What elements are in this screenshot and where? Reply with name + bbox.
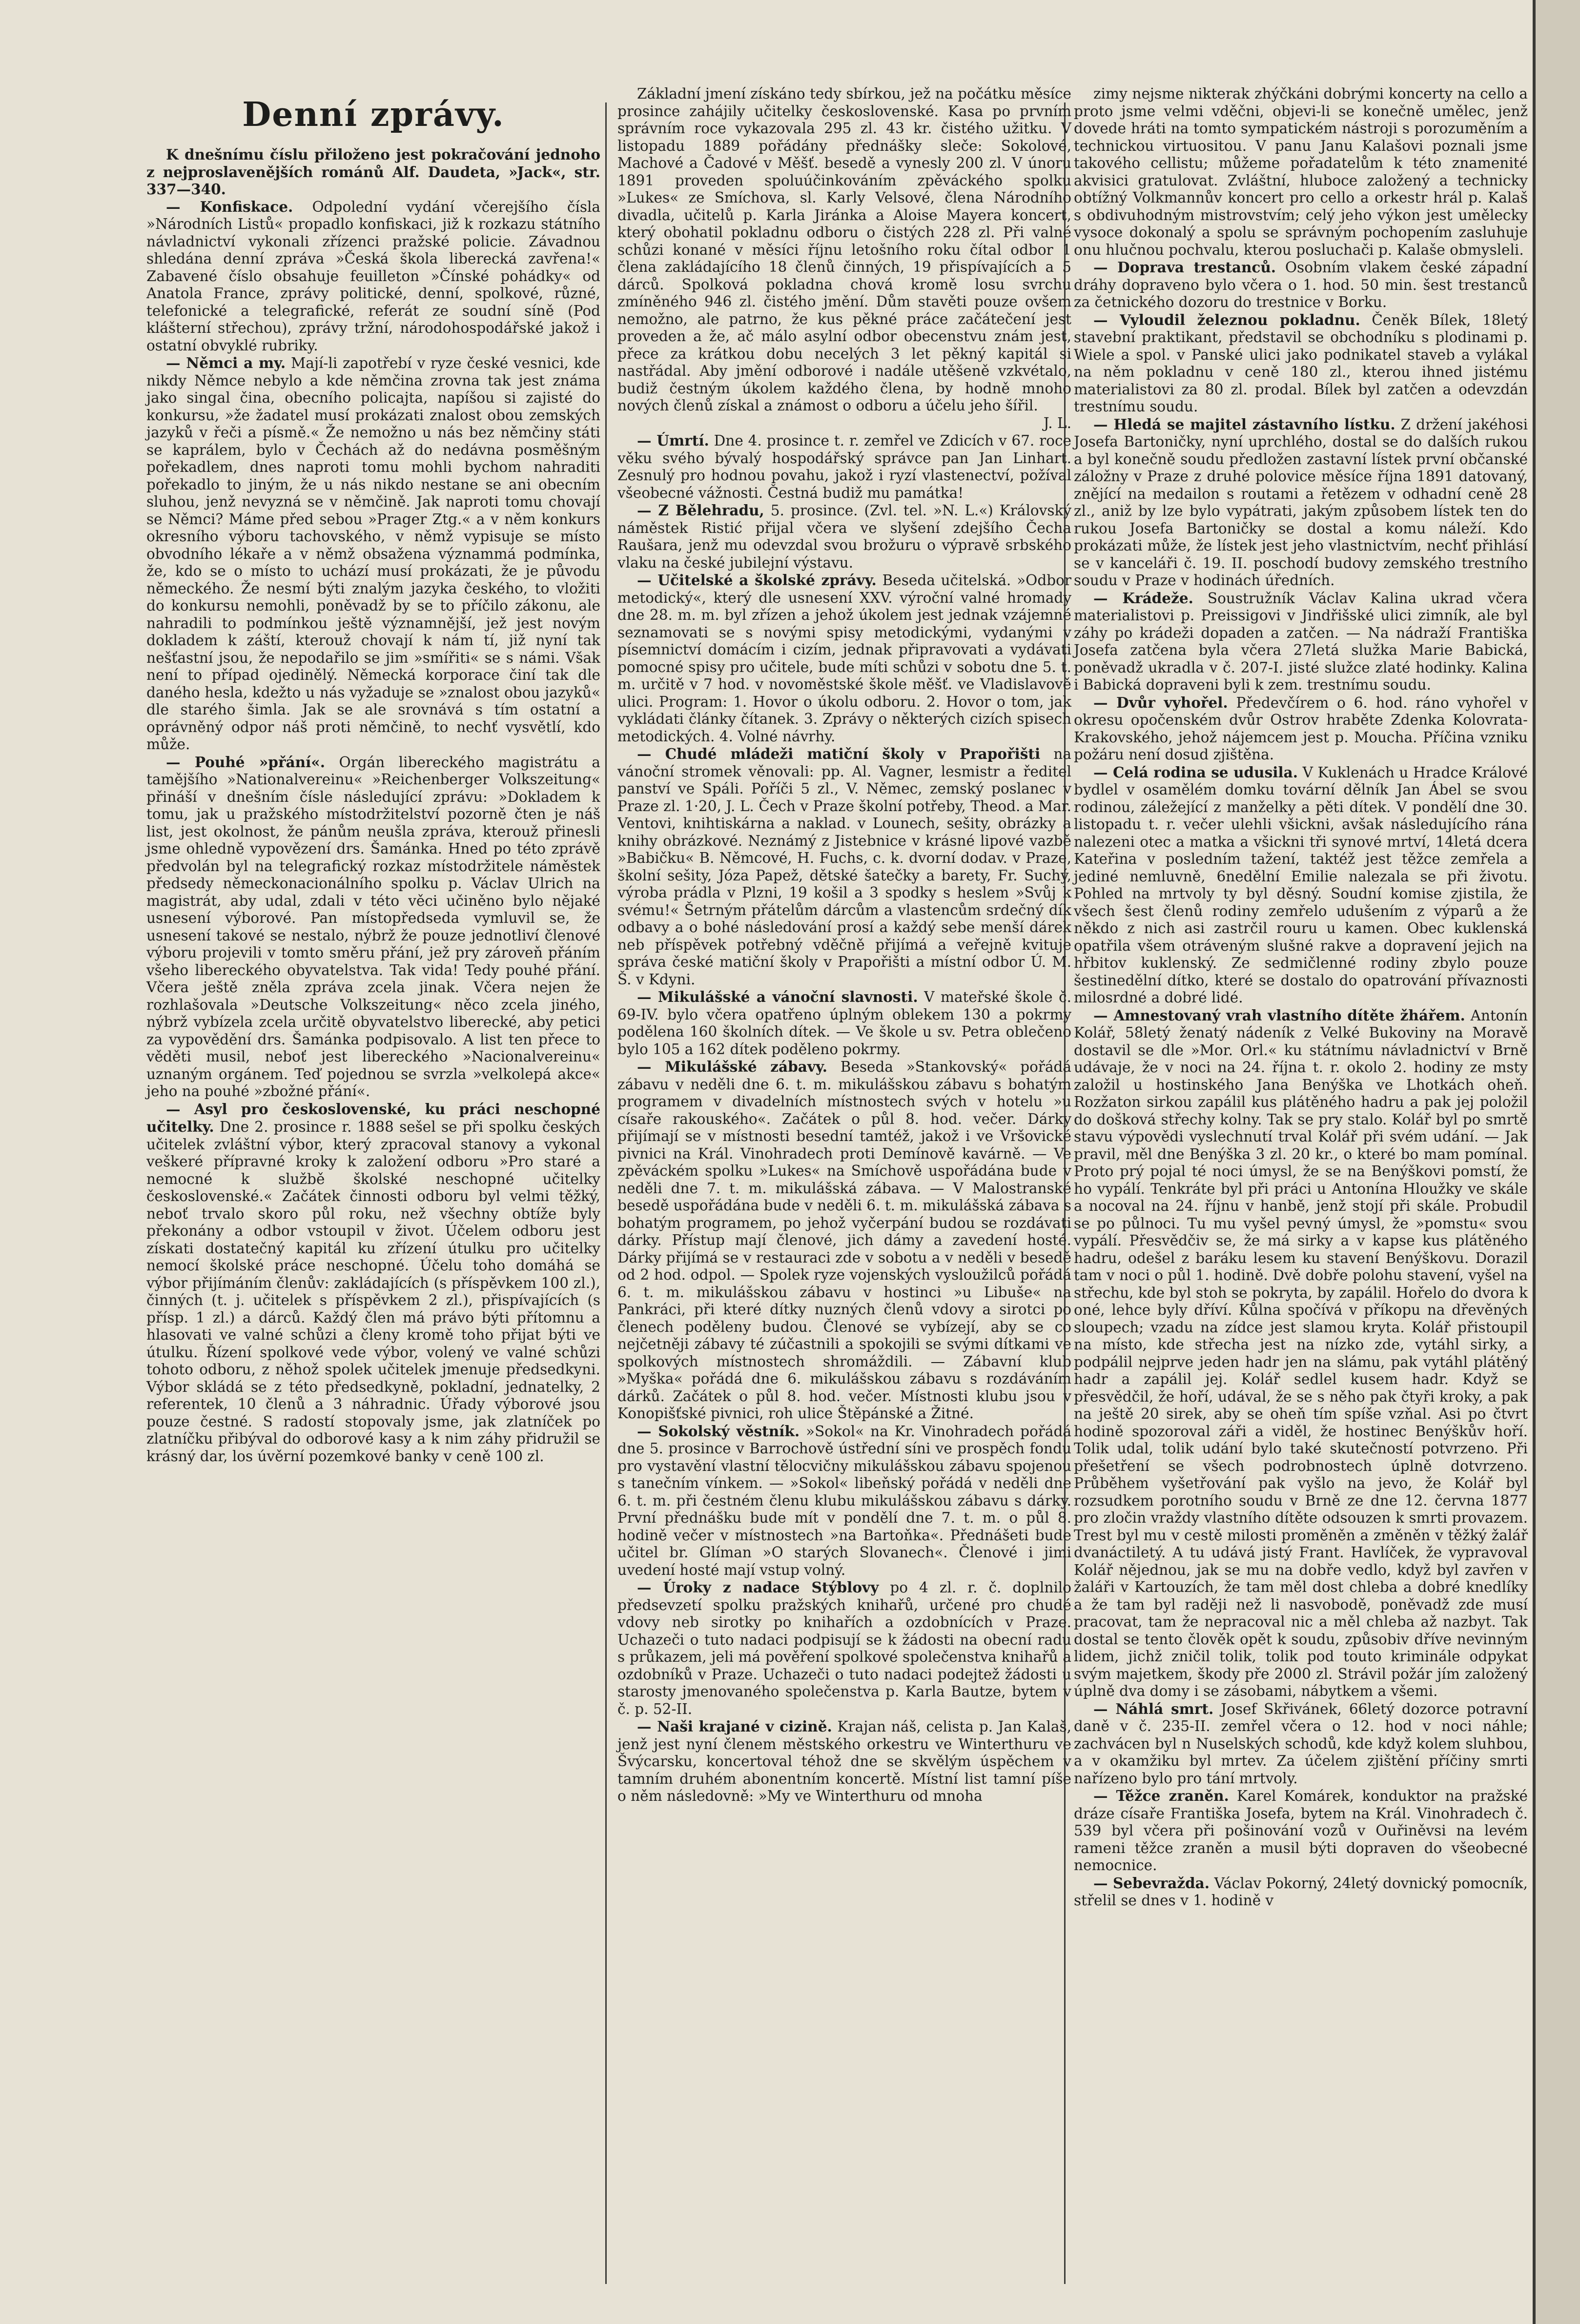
page-margin bbox=[1536, 0, 1580, 2324]
article-text: »Sokol« na Kr. Vinohradech pořádá dne 5. prosince v Barrochově ústřední síni ve prospěch fondu pro vystavění vlastní tělocvičny mikulášskou zábavu spojenou s tanečním vínkem. — »Sokol« libeňský pořádá v neděli dne 6. t. m. při čestném členu klubu mikulášskou zábavu s dárky. První přednášku bude mít v pondělí dne 7. t. m. o půl 8. hodině večer v místnostech »na Bartoňka«. Přednášeti bude učitel br. Glíman »O starých Slovanech«. Členové i jimi uvedení hosté mají vstup volný. bbox=[617, 1423, 1071, 1578]
article-text: V Kuklenách u Hradce Králové bydlel v osamělém domku tovární dělník Jan Ábel se svou rodinou, záležející z manželky a pěti dítek. V pondělí dne 30. listopadu t. r. večer ulehli všickni, avšak následujícího rána nalezeni otec a matka a všickni tři synové mrtví, 14letá dcera Kateřina v posledním tažení, taktéž jest těžce zemřela a jediné nemluvně, 6nedělní Emilie nalezala se při životu. Pohled na mrtvoly ty byl děsný. Soudní komise zjistila, že všech šest členů rodiny zemřelo udušením z výparů a že někdo z nich asi zastrčil rouru u kamen. Obec kuklenská opatřila všem otráveným slušné rakve a dopravení jejich na hřbitov kuklenský. Ze sedmičlenné rodiny zbylo pouze šestinedělní dítko, které se dostalo do opatrování přívaznosti milosrdné a dobré lidé. bbox=[1074, 764, 1528, 1006]
article-text: Čeněk Bílek, 18letý stavební praktikant, představil se obchodníku s plodinami p. Wiele a spol. v Panské ulici jako podnikatel staveb a vylákal na něm pokladnu v ceně 180 zl., kterou ihned jistému materialistovi za 80 zl. prodal. Bílek byl zatčen a odevzdán trestnímu soudu. bbox=[1074, 311, 1528, 415]
article-paragraph bbox=[617, 1058, 1071, 1423]
article-heading: — Naši krajané v cizině. bbox=[637, 1718, 832, 1735]
article-paragraph bbox=[1074, 259, 1528, 311]
article-text: zimy nejsme nikterak zhýčkáni dobrými koncerty na cello a proto jsme velmi vděčni, objevi-li se konečně umělec, jenž dovede hráti na tomto sympatickém nástroji s porozuměním a technickou virtuositou. V panu Janu Kalašovi poznali jsme takového cellistu; můžeme pořadatelům k této znamenité akvisici gratulovat. Zvláštní, hluboce založený a technicky obtížný Volkmannův koncert pro cello a orkestr hrál p. Kalaš s obdivuhodným mistrovstvím; celý jeho výkon jest umělecky vysoce dokonalý a spolu se správným pochopením zasluhuje onu hlučnou pochvalu, kterou posluchači p. Kalaše obmysleli. bbox=[1074, 85, 1528, 258]
article-text: Beseda »Stankovský« pořádá zábavu v neděli dne 6. t. m. mikulášskou zábavu s bohatým programem v divadelních místnostech svých v hotelu »u císaře rakouského«. Začátek o půl 8. hod. večer. Dárky přijímají se v místnosti besední tamtéž, jakož i ve Vršovické pivnici na Král. Vinohradech proti Demínově kavárně. — Ve zpěváckém spolku »Lukes« na Smíchově uspořádána bude v neděli dne 7. t. m. mikulášská zábava. — V Malostranské besedě uspořádána bude v neděli 6. t. m. mikulášská zábava s bohatým programem, po jehož vyčerpání budou se rozdávati dárky. Přístup mají členové, jich dámy a zavedení hosté. Dárky přijímá se v restauraci zde v sobotu a v neděli v besedě od 2 hod. odpol. — Spolek ryze vojenských vysloužilců pořádá 6. t. m. mikulášskou zábavu v hostinci »u Libuše« na Pankráci, při které dítky nuzných členů vdovy a sirotci po členech poděleny budou. Členové se vybízejí, aby se co nejčetněji zábavy té zúčastnili a spokojili se svými dítkami ve spolkových místnostech shromáždili. — Zábavní klub »Myška« pořádá dne 6. mikulášskou zábavu s rozdáváním dárků. Začátek o půl 8. hod. večer. Místnosti klubu jsou v Konopišťské pivnici, roh ulice Štěpánské a Žitné. bbox=[617, 1059, 1072, 1422]
article-heading: — Mikulášské zábavy. bbox=[637, 1058, 828, 1075]
article-text: Orgán libereckého magistrátu a tamějšího »Nationalvereinu« »Reichenberger Volkszeitung« přináší v dnešním čísle následující zprávu: »Dokladem k tomu, jak u pražského místodržitelství pozorně čten je náš list, jest okolnost, že pánům neušla zpráva, kterouž přinesli jsme ohledně vypovězení drs. Šamánka. Hned po této zprávě předvolán byl na telegrafický rozkaz místodržitele náměstek předsedy německonacionálního spolku p. Václav Ulrich na magistrát, aby udal, zdali v této věci učiněno bylo nějaké usnesení výborové. Pan místopředseda vymluvil se, že usnesení takové se nestalo, nýbrž že pouze jednotliví členové výboru projevili v tomto směru přání, jež pry zároveň přáním všeho libereckého obyvatelstva. Tak vida! Tedy pouhé přání. Včera ještě zněla zpráva zcela jinak. Včera nejen že rozhlašovala »Deutsche Volkszeitung« něco zcela jiného, nýbrž vybízela zcela určitě obyvatelstvo liberecké, aby petici za vypovědění drs. Šamánka podpisovalo. A list ten přece to věděti musil, neboť jest libereckého »Nacionalvereinu« uznaným orgánem. Teď pojednou se svrzla »velkolepá akce« jeho na pouhé »zbožné přání«. bbox=[146, 754, 600, 1100]
article-paragraph bbox=[1074, 1007, 1528, 1700]
article-text: Václav Pokorný, 24letý dovnický pomocník, střelil se dnes v 1. hodině v bbox=[1074, 1875, 1528, 1909]
article-heading: — Úmrtí. bbox=[637, 432, 709, 449]
article-text: Základní jmení získáno tedy sbírkou, jež na počátku měsíce prosince zahájily učitelky československé. Kasa po prvním správním roce vykazovala 295 zl. 43 kr. čistého užitku. V listopadu 1889 pořádány přednášky sleče: Sokolové, Machové a Čadové v Měšť. besedě a vynesly 200 zl. V únoru 1891 proveden spoluúčinkováním zpěváckého spolku »Lukes« ze Smíchova, sl. Karly Velsové, člena Národního divadla, učitelů p. Karla Jiránka a Aloise Mayera koncert, který obohatil pokladnu odboru o čistých 228 zl. Při valné schůzi konané v měsíci říjnu letošního roku čítal odbor 1 člena zakládajícího 18 členů činných, 19 přispívajících a 5 dárců. Spolková pokladna chová kromě losu svrchu zmíněného 946 zl. čistého jmění. Dům stavěti pouze ovšem nemožno, ale patrno, že kus pěkné práce začátečení jest proveden a že, ač málo asylní odbor obecenstvu znám jest, přece za krátkou dobu necelých 3 let pěkný kapitál si nastřádal. Aby jmění odborové i nadále utěšeně vzkvétalo, budiž čestným úkolem každého člena, by hodně mnoho nových členů získal a známost o odboru a účelu jeho šířil. bbox=[617, 85, 1071, 414]
article-heading: — Hledá se majitel zástavního lístku. bbox=[1093, 415, 1395, 433]
column-2 bbox=[617, 85, 1071, 1805]
article-heading: — Pouhé »přání«. bbox=[166, 753, 326, 771]
article-paragraph: K dnešnímu číslu přiloženo jest pokračování jednoho z nejproslavenějších románů Alf. Daudeta, »Jack«, str. 337—340. bbox=[146, 146, 600, 198]
article-heading: — Asyl pro československé, ku práci neschopné učitelky. bbox=[146, 1100, 600, 1135]
article-heading: — Amnestovaný vrah vlastního dítěte žhářem. bbox=[1093, 1006, 1465, 1024]
article-paragraph bbox=[617, 85, 1071, 415]
article-paragraph bbox=[146, 754, 600, 1101]
article-text: po 4 zl. r. č. doplnilo předsevzetí spolku pražských knihařů, určené pro chudé vdovy neb sirotky po knihařích a ozdobnících v Praze. Uchazeči o tuto nadaci podpisují se k žádosti na obecní radu s průkazem, jeli má pověření spolkové společenstva knihařů a ozdobníků v Praze. Uchazeči o tuto nadaci podejtež žádosti u starosty jmenovaného společenstva p. Karla Bautze, bytem v č. p. 52-II. bbox=[617, 1579, 1072, 1717]
article-paragraph bbox=[617, 1718, 1071, 1805]
article-paragraph bbox=[617, 745, 1071, 988]
column-divider bbox=[605, 102, 607, 2284]
article-heading: — Mikulášské a vánoční slavnosti. bbox=[637, 988, 918, 1005]
article-heading: — Vyloudil železnou pokladnu. bbox=[1093, 311, 1360, 328]
article-text: Dne 2. prosince r. 1888 sešel se při spolku českých učitelek zvláštní výbor, který zpracoval stanovy a vykonal veškeré přípravné kroky k založení odboru »Pro staré a nemocné k službě školské neschopné učitelky československé.« Začátek činnosti odboru byl velmi těžký, neboť trvalo skoro půl roku, než všechny obtíže byly překonány a odbor vstoupil v život. Účelem odboru jest získati dostatečný kapitál ku zřízení útulku pro učitelky nemocí školské práce neschopné. Účelu toho domáhá se výbor přijímáním členův: zakládajících (s příspěvkem 100 zl.), činných (t. j. učitelek s příspěvkem 2 zl.), přispívajících (s přísp. 1 zl.) a dárců. Každý člen má právo býti přítomnu a hlasovati ve valné schůzi a členy kromě toho přijat býti ve útulku. Řízení spolkové vede výbor, volený ve valné schůzi tohoto odboru, z něhož spolek učitelek jmenuje předsedkyni. Výbor skládá se z této předsedkyně, pokladní, jednatelky, 2 referentek, 10 členů a 3 náhradnic. Úřady výborové jsou pouze čestné. S radostí stopovaly jsme, jak zlatníček po zlatníčku přibýval do odborové kasy a k nim záhy přidružil se krásný dar, los úvěrní pozemkové banky v ceně 100 zl. bbox=[146, 1119, 600, 1465]
article-heading: — Těžce zraněn. bbox=[1093, 1787, 1229, 1804]
article-text: na vánoční stromek věnovali: pp. Al. Vagner, lesmistr a ředitel panství ve Spáli. Poříči 5 zl., V. Němec, zemský poslanec v Praze zl. 1·20, J. L. Čech v Praze školní potřeby, Theod. a Mar. Ventovi, knihtiskárna a naklad. v Lounech, sešity, obrázky a knihy obrázkové. Neznámý z Jistebnice v krásné lipové vazbě »Babičku« B. Němcové, H. Fuchs, c. k. dvorní dodav. v Praze, školní sešity, Józa Papež, dětské šatečky a barety, Fr. Suchý, výroba prádla v Plzni, 19 košil a 3 spodky s heslem »Svůj k svému!« Šetrným přátelům dárcům a vlastencům srdečný dík odbavy a o bohé následování prosí a každý sebe menší dárek neb příspěvek potřebný vděčně přijímá a veřejně kvituje správa české matiční školy v Prapořišti a místní odbor Ú. M. Š. v Kdyni. bbox=[617, 746, 1071, 988]
article-heading: — Chudé mládeži matiční školy v Prapořišti bbox=[637, 745, 1041, 762]
article-text: Soustružník Václav Kalina ukrad včera materialistovi p. Preissigovi v Jindřišské ulici zimník, ale byl záhy po krádeži dopaden a zatčen. — Na nádraží Františka Josefa zatčena byla včera 27letá služka Marie Babická, poněvadž ukradla v č. 207-I. jisté služce zlaté hodinky. Kalina i Babická dopraveni byli k zem. trestnímu soudu. bbox=[1074, 590, 1528, 693]
article-text: 5. prosince. (Zvl. tel. »N. L.«) Královský náměstek Ristić přijal včera ve slyšení zdejšího Čecha Raušara, jenž mu odevzdal svou brožuru o výpravě srbského vlaku na české jubilejní výstavu. bbox=[617, 502, 1072, 571]
article-heading: — Doprava trestanců. bbox=[1093, 259, 1276, 276]
article-heading: — Z Bělehradu, bbox=[637, 502, 764, 519]
article-text: Předevčírem o 6. hod. ráno vyhořel v okresu opočenském dvůr Ostrov hraběte Zdenka Kolovrata-Krakovského, jehož nájemcem jest p. Moucha. Příčina vzniku požáru není dosud zjištěna. bbox=[1074, 694, 1528, 763]
article-paragraph bbox=[617, 1579, 1071, 1718]
article-paragraph bbox=[146, 354, 600, 754]
article-heading: — Konfiskace. bbox=[166, 198, 293, 215]
article-paragraph bbox=[1074, 85, 1528, 259]
article-paragraph bbox=[617, 988, 1071, 1058]
article-text: Beseda učitelská. »Odbor metodický«, který dle usnesení XXV. výroční valné hromady dne 28. m. m. byl zřízen a jehož úkolem jest jednak vzájemné seznamovati se s novými spisy metodickými, vydanými v písemnictví domácím i cizím, jednak připravovati a vydávati pomocné spisy pro učitele, bude míti schůzi v sobotu dne 5. t. m. určitě v 7 hod. v novoměstské škole měšť. ve Vladislavově ulici. Program: 1. Hovor o úkolu odboru. 2. Hovor o tom, jak vykládati články čítanek. 3. Zprávy o některých cizích spisech metodických. 4. Volné návrhy. bbox=[617, 572, 1071, 745]
column-3 bbox=[1074, 85, 1528, 1910]
article-paragraph bbox=[617, 571, 1071, 745]
article-paragraph bbox=[617, 1423, 1071, 1579]
article-paragraph bbox=[617, 502, 1071, 571]
article-heading: — Němci a my. bbox=[166, 354, 286, 371]
article-text: Dne 4. prosince t. r. zemřel ve Zdicích v 67. roce věku svého bývalý hospodářský správce pan Jan Linhart. Zesnulý pro hodnou povahu, jakož i ryzí vlastenectví, požíval všeobecné vážnosti. Čestná budiž mu památka! bbox=[617, 432, 1071, 501]
article-paragraph bbox=[1074, 311, 1528, 416]
article-heading: — Učitelské a školské zprávy. bbox=[637, 571, 877, 589]
article-paragraph bbox=[146, 198, 600, 355]
article-paragraph bbox=[1074, 694, 1528, 764]
article-heading: — Sebevražda. bbox=[1093, 1874, 1210, 1892]
section-title: Denní zprávy. bbox=[242, 95, 505, 134]
article-text: Krajan náš, celista p. Jan Kalaš, jenž jest nyní členem městského orkestru ve Winterthuru ve Švýcarsku, koncertoval téhož dne se skvělým úspěchem v tamním druhém abonentním koncertě. Místní list tamní píše o něm následovně: »My ve Winterthuru od mnoha bbox=[617, 1718, 1071, 1804]
article-heading: — Úroky z nadace Stýblovy bbox=[637, 1579, 879, 1596]
article-heading: — Celá rodina se udusila. bbox=[1093, 763, 1298, 781]
article-text: Josef Skřivánek, 66letý dozorce potravní daně v č. 235-II. zemřel včera o 12. hod v noci náhle; zachvácen byl n Nuselských schodů, kde když kolem sluhbou, a v okamžiku byl mrtev. Za účelem zjištění příčiny smrti nařízeno bylo pro tání mrtvoly. bbox=[1074, 1700, 1528, 1787]
article-heading: — Krádeže. bbox=[1093, 589, 1193, 607]
article-paragraph bbox=[1074, 416, 1528, 590]
article-text: Odpolední vydání včerejšího čísla »Národních Listů« propadlo konfiskaci, již k rozkazu státního návladnictví vykonali zřízenci pražské policie. Závadnou shledána denní zpráva »Česká škola liberecká zavřena!« Zabavené číslo obsahuje feuilleton »Čínské pohádky« od Anatola France, zprávy politické, denní, spolkové, různé, telefonické a telegrafické, referát ze soudní síně (Pod klášterní střechou), zprávy tržní, národohospodářské jakož i ostatní obvyklé rubriky. bbox=[146, 198, 600, 354]
article-heading: — Náhlá smrt. bbox=[1093, 1700, 1214, 1717]
article-text: V mateřské škole č. 69-IV. bylo včera opatřeno úplným oblekem 130 a pokrmy podělena 160 školních dítek. — Ve škole u sv. Petra oblečeno bylo 105 a 162 dítek poděleno pokrmy. bbox=[617, 989, 1072, 1058]
article-paragraph bbox=[1074, 764, 1528, 1007]
article-signature: J. L. bbox=[1043, 414, 1071, 431]
article-text: Osobním vlakem české západní dráhy dopraveno bylo včera o 1. hod. 50 min. šest trestanců za četnického dozoru do trestnice v Borku. bbox=[1074, 259, 1528, 310]
article-text: Antonín Kolář, 58letý ženatý nádeník z Velké Bukoviny na Moravě dostavil se dle »Mor. Orl.« ku státnímu návladnictví v Brně udávaje, že v noci na 24. října t. r. okolo 2. hodiny ze msty založil u hostinského Jana Benýška ve Lhotkách oheň. Rozžaton sirkou zapálil kus plátěného hadru a pak jej položil do došková střechy kolny. Tak se pry stalo. Kolář byl po smrtě stavu výpovědi vyslechnutí trval Kolář při svém udání. — Jak pravil, měl dne Benýška 3 zl. 20 kr., o které bo mam pomínal. Proto prý pojal té noci úmysl, že se na Benýškovi pomstí, že ho vypálí. Tenkráte byl při práci u Antonína Hloužky ve skále a nocoval na 24. říjnu v hanbě, jenž stojí při skále. Probudil se po půlnoci. Tu mu vyšel pevný úmysl, že »pomstu« svou vypálí. Přesvědčiv se, že má sirky a v kapse kus plátěného hadru, odešel z baráku lesem ku stavení Benýškovu. Dorazil tam v noci o půl 1. hodině. Dvě dobře polohu stavení, vyšel na střechu, kde byl stoh se pokryta, by zapálil. Hořelo do dvora k oné, lehce byly dříví. Kůlna spočívá v příkopu na dřevěných sloupech; vzadu na zídce jest slamou kryta. Kolář přistoupil na místo, kde střecha jest na nízko zde, vytáhl sirky, a podpálil nejprve jeden hadr jen na slámu, pak vytáhl plátěný hadr a zapálil jej. Kolář sedlel kusem hadr. Když se přesvědčil, že hoří, udával, že se s něho pak čtyři kroky, a pak na ještě 20 sirek, aby se oheň tím spíše vzňal. Asi po čtvrt hodině spozoroval záři a viděl, že hostinec Benýškův hoří. Tolik udal, tolik udání bylo také skutečností potvrzeno. Při přešetření se všech podrobnostech úplně dotvrzeno. Průběhem vyšetřování pak vyšlo na jevo, že Kolář byl rozsudkem porotního soudu v Brně ze dne 12. června 1877 pro zločin vraždy vlastního dítěte odsouzen k smrti provazem. Trest byl mu v cestě milosti proměněn a změněn v těžký žalář dvanáctiletý. A tu udává jistý Frant. Havlíček, že vypravoval Kolář nějednou, jak se mu na dobře vedlo, když byl zavřen v žaláři v Kartouzích, že tam měl dost chleba a dobré knedlíky a že tam byl raději než li nasvobodě, poněvadž zde musí pracovat, tam že nepracoval nic a měl chleba až nazbyt. Tak dostal se tento člověk opět k soudu, způsobiv dříve nevinným lidem, jichž zničil tolik, tolik pod touto kriminále odpykat svým majetkem, škody pře 2000 zl. Strávil požár jím založený úplně dva domy i se zásobami, nábytkem a všemi. bbox=[1074, 1007, 1528, 1699]
article-heading: — Dvůr vyhořel. bbox=[1093, 693, 1228, 711]
article-text: Mají-li zapotřebí v ryze české vesnici, kde nikdy Němce nebylo a kde němčina zrovna tak jest známa jako singal čina, obecního policajta, napíšou si zajisté do konkursu, »že žadatel musí prokázati znalost obou zemských jazyků v řeči a písmě.« Že nemožno u nás bez němčiny státi se kaprálem, bylo v Čechách až do nedávna posměšným pořekadlem, dnes naproti tomu mohli bychom nahraditi pořekadlo to jiným, že u nás nikdo nestane se ani obecním sluhou, jenž nevyzná se v němčině. Jak naproti tomu chovají se Němci? Máme před sebou »Prager Ztg.« a v něm konkurs okresního výboru tachovského, v němž vypisuje se místo obvodního lékaře a v němž obsažena význammá podmínka, že, kdo se o místo to uchází musí prokázati, že je původu německého. Že nesmí býti znalým jazyka českého, to vložiti do konkursu nemohli, poněvadž by se to příčilo zákonu, ale nahradili to podmínkou ještě významnější, jež jest novým dokladem k záští, kterouž chovají k nám tí, již nyní tak nešťastní jsou, že nepodařilo se jim »smířiti« se s námi. Však není to případ ojedinělý. Německá korporace činí tak dle daného hesla, kdežto u nás vyžaduje se »znalost obou jazyků« dle starého šimla. Jak se ale srovnává s tím ostatní a oprávněný odpor náš proti němčině, to nechť vysvětlí, kdo může. bbox=[146, 355, 600, 753]
article-paragraph bbox=[146, 1101, 600, 1466]
article-heading: — Sokolský věstník. bbox=[637, 1422, 800, 1440]
article-paragraph bbox=[617, 432, 1071, 502]
article-paragraph bbox=[1074, 1700, 1528, 1788]
article-text: Karel Komárek, konduktor na pražské dráze císaře Františka Josefa, bytem na Král. Vinohradech č. 539 byl včera při pošinování vozů v Ouřiněvsi na levém rameni těžce zraněn a musil býti dopraven do všeobecné nemocnice. bbox=[1074, 1788, 1528, 1874]
article-text: Z držení jakéhosi Josefa Bartoničky, nyní uprchlého, dostal se do dalších rukou a byl konečně soudu předložen zastavní lístek první občanské záložny v Praze z druhé polovice měsíce října 1891 datovaný, znějící na medailon s routami a řetězem v odhadní ceně 28 zl., aniž by lze bylo vypátrati, jakým způsobem lístek ten do rukou Josefa Bartoničky se dostal a komu náleží. Kdo prokázati může, že lístek jest jeho vlastnictvím, nechť přihlásí se v kanceláři č. 19. II. poschodí budovy zemského trestního soudu v Praze v hodinách úředních. bbox=[1074, 416, 1528, 589]
article-paragraph bbox=[1074, 590, 1528, 694]
article-paragraph bbox=[1074, 1875, 1528, 1910]
column-1 bbox=[146, 95, 600, 1465]
article-paragraph bbox=[1074, 1787, 1528, 1875]
